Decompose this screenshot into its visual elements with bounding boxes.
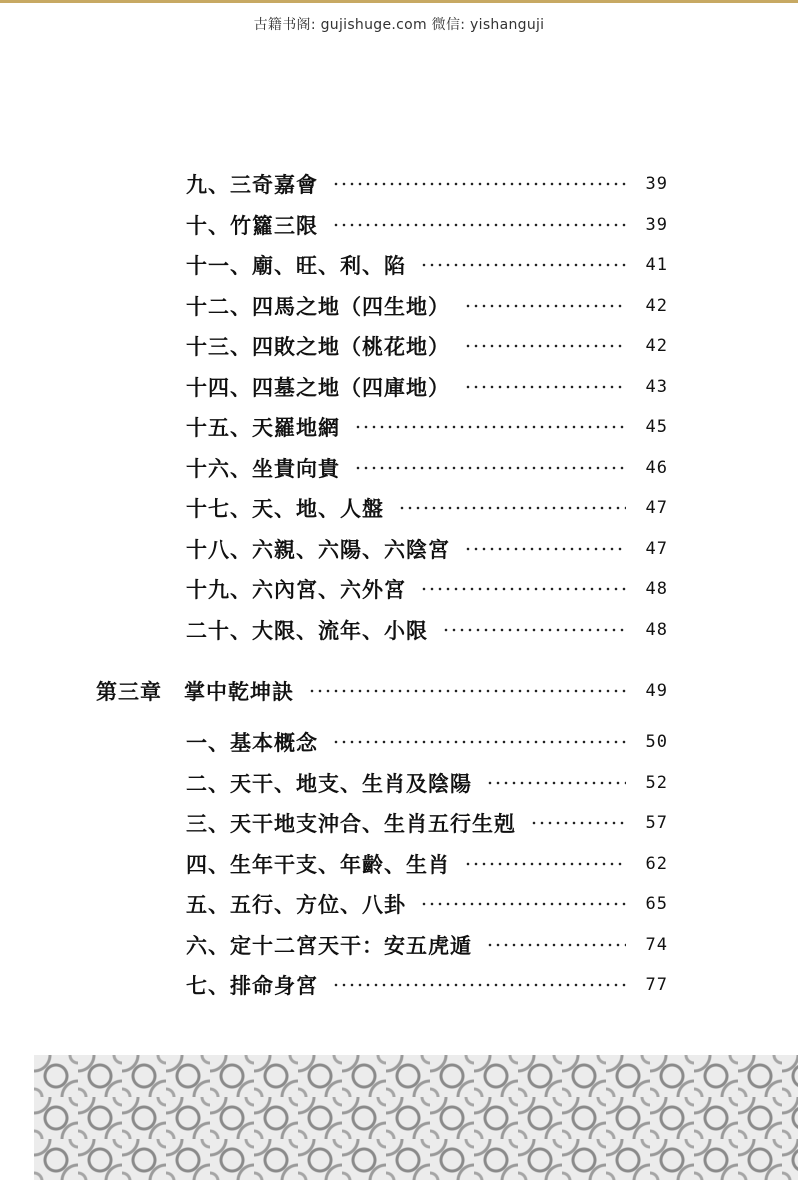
toc-entry-page: 47	[645, 498, 668, 518]
toc-entry-title: 七、排命身宮	[186, 973, 318, 998]
leader-dots	[420, 902, 626, 906]
toc-entry-page: 47	[645, 539, 668, 559]
leader-dots	[464, 304, 626, 308]
toc-entry-page: 39	[645, 215, 668, 235]
toc-entry-page: 62	[645, 854, 668, 874]
toc-entry[interactable]	[186, 847, 668, 881]
toc-entry-page: 74	[645, 935, 668, 955]
watermark-text: 古籍书阁: gujishuge.com 微信: yishanguji	[253, 17, 545, 33]
leader-dots	[464, 547, 626, 551]
toc-entry[interactable]	[186, 968, 668, 1002]
toc-entry-title: 二、天干、地支、生肖及陰陽	[186, 771, 472, 796]
leader-dots	[486, 943, 626, 947]
toc-entry[interactable]	[186, 370, 668, 404]
toc-entry-title: 十八、六親、六陽、六陰宮	[186, 537, 450, 562]
toc-entry-title: 十五、天羅地網	[186, 415, 340, 440]
toc-entry[interactable]	[186, 491, 668, 525]
toc-entry-title: 二十、大限、流年、小限	[186, 618, 428, 643]
toc-entry[interactable]	[186, 289, 668, 323]
toc-entry-title: 一、基本概念	[186, 730, 318, 755]
toc-entry-page: 65	[645, 894, 668, 914]
toc-entry[interactable]	[186, 928, 668, 962]
toc-entry[interactable]	[186, 766, 668, 800]
toc-entry-title: 四、生年干支、年齡、生肖	[186, 852, 450, 877]
toc-entry[interactable]	[186, 410, 668, 444]
leader-dots	[332, 983, 626, 987]
leader-dots	[332, 740, 626, 744]
chapter-label: 第三章	[96, 679, 162, 704]
leader-dots	[464, 862, 626, 866]
toc-entry-title: 十四、四墓之地（四庫地）	[186, 375, 450, 400]
toc-entry[interactable]	[186, 572, 668, 606]
toc-entry-title: 三、天干地支沖合、生肖五行生剋	[186, 811, 516, 836]
chapter-heading[interactable]	[96, 674, 668, 708]
toc-entry-page: 48	[645, 620, 668, 640]
leader-dots	[530, 821, 626, 825]
decorative-scroll-border	[34, 1055, 798, 1180]
toc-entry-page: 39	[645, 174, 668, 194]
toc-entry[interactable]	[186, 329, 668, 363]
leader-dots	[332, 182, 626, 186]
toc-entry-title: 十七、天、地、人盤	[186, 496, 384, 521]
leader-dots	[464, 385, 626, 389]
leader-dots	[398, 506, 626, 510]
toc-entry-page: 52	[645, 773, 668, 793]
toc-entry-title: 十六、坐貴向貴	[186, 456, 340, 481]
leader-dots	[420, 263, 626, 267]
leader-dots	[442, 628, 626, 632]
leader-dots	[486, 781, 626, 785]
toc-entry[interactable]	[186, 248, 668, 282]
toc-entry-title: 十二、四馬之地（四生地）	[186, 294, 450, 319]
toc-entry[interactable]	[186, 532, 668, 566]
toc-entry-title: 十、竹籮三限	[186, 213, 318, 238]
toc-entry[interactable]	[186, 725, 668, 759]
leader-dots	[354, 466, 626, 470]
toc-entry[interactable]	[186, 208, 668, 242]
toc-entry-page: 43	[645, 377, 668, 397]
toc-entry-page: 42	[645, 336, 668, 356]
toc-entry[interactable]	[186, 451, 668, 485]
toc-entry-page: 41	[645, 255, 668, 275]
toc-entry[interactable]	[186, 167, 668, 201]
leader-dots	[354, 425, 626, 429]
toc-entry-page: 45	[645, 417, 668, 437]
leader-dots	[308, 689, 626, 693]
toc-entry-title: 十三、四敗之地（桃花地）	[186, 334, 450, 359]
toc-entry-title: 五、五行、方位、八卦	[186, 892, 406, 917]
toc-entry-title: 十一、廟、旺、利、陷	[186, 253, 406, 278]
toc-entry-page: 77	[645, 975, 668, 995]
toc-entry-title: 九、三奇嘉會	[186, 172, 318, 197]
toc-entry-title: 十九、六內宮、六外宮	[186, 577, 406, 602]
toc-entry-page: 57	[645, 813, 668, 833]
leader-dots	[420, 587, 626, 591]
toc-entry[interactable]	[186, 613, 668, 647]
leader-dots	[332, 223, 626, 227]
toc-entry-page: 42	[645, 296, 668, 316]
leader-dots	[464, 344, 626, 348]
chapter-page: 49	[645, 681, 668, 701]
toc-entry[interactable]	[186, 887, 668, 921]
toc-entry-page: 48	[645, 579, 668, 599]
toc-entry-page: 50	[645, 732, 668, 752]
toc-entry-title: 六、定十二宮天干：安五虎遁	[186, 933, 472, 958]
toc-entry-page: 46	[645, 458, 668, 478]
chapter-title: 掌中乾坤訣	[184, 679, 294, 704]
top-accent-line	[0, 0, 798, 3]
toc-entry[interactable]	[186, 806, 668, 840]
